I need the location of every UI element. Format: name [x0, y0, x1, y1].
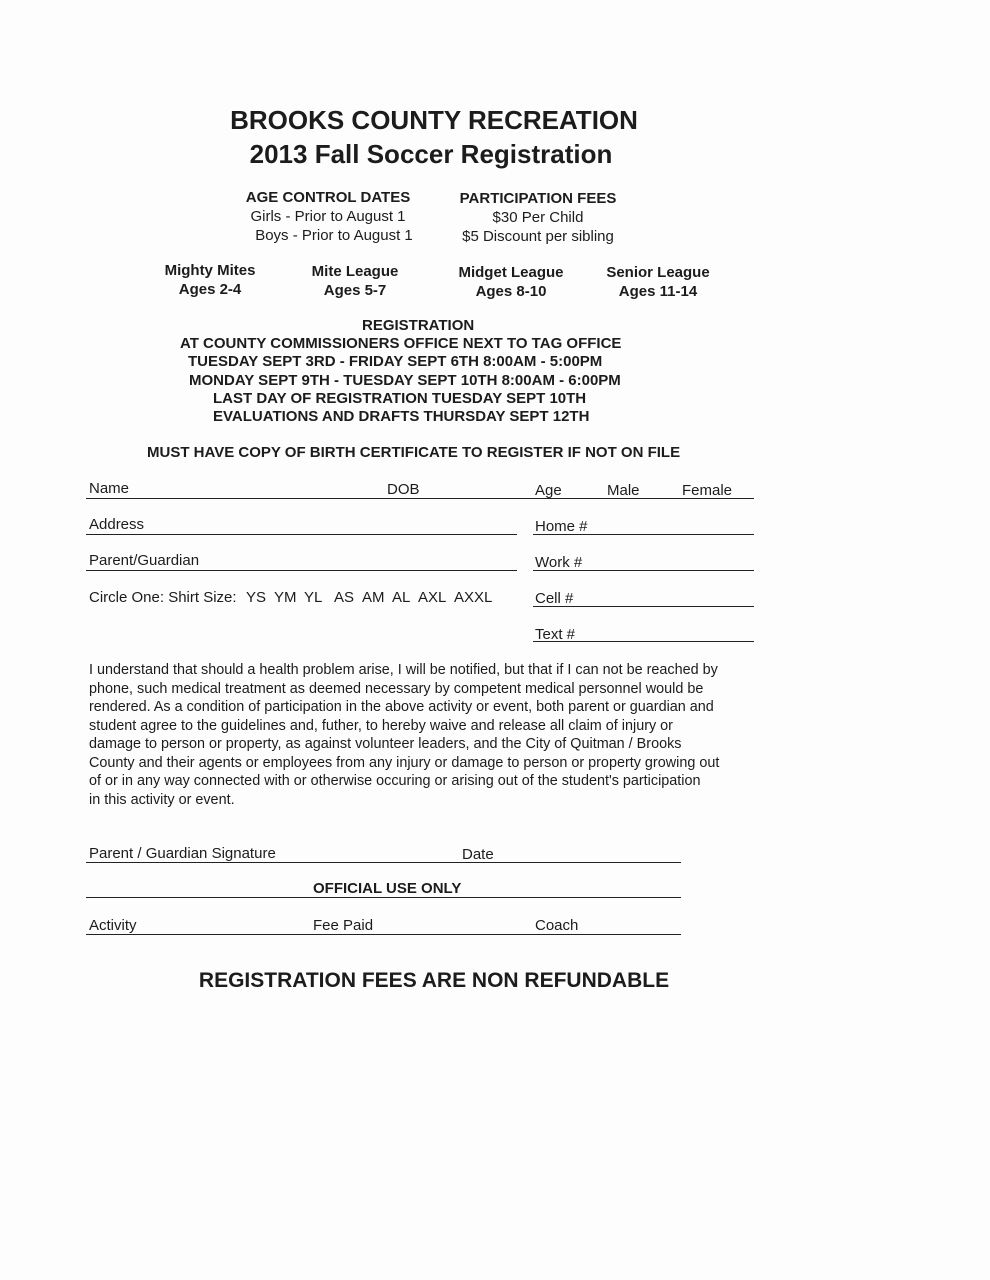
home-phone-field[interactable] [533, 534, 754, 535]
registration-heading: REGISTRATION [362, 317, 475, 334]
fee-paid-label: Fee Paid [313, 917, 374, 934]
shirt-size-axl[interactable]: AXL [418, 589, 447, 606]
official-use-rule [86, 897, 681, 898]
league-ages: Ages 8-10 [475, 283, 547, 300]
fees-per-child: $30 Per Child [492, 209, 584, 226]
fees-heading: PARTICIPATION FEES [459, 190, 617, 207]
league-name: Mighty Mites [164, 262, 256, 279]
registration-evaluations: EVALUATIONS AND DRAFTS THURSDAY SEPT 12TH [213, 408, 590, 425]
league-name: Midget League [458, 264, 564, 281]
shirt-size-ym[interactable]: YM [274, 589, 297, 606]
work-phone-field[interactable] [533, 570, 754, 571]
league-mite-league [295, 262, 415, 300]
waiver-line: County and their agents or employees from any injury or damage to person or property growing out [89, 754, 720, 771]
page-subtitle: 2013 Fall Soccer Registration [249, 139, 613, 169]
participation-fees-section [438, 189, 638, 246]
official-use-field[interactable] [86, 934, 681, 935]
age-control-girls: Girls - Prior to August 1 [250, 208, 406, 225]
registration-dates-week2: MONDAY SEPT 9TH - TUESDAY SEPT 10TH 8:00AM - 6:00PM [189, 372, 621, 389]
age-control-heading: AGE CONTROL DATES [245, 189, 411, 206]
registration-location: AT COUNTY COMMISSIONERS OFFICE NEXT TO TAG OFFICE [180, 335, 622, 352]
shirt-size-as[interactable]: AS [334, 589, 355, 606]
waiver-line: damage to person or property, as against volunteer leaders, and the City of Quitman / Brooks [89, 736, 682, 752]
league-senior-league [593, 263, 723, 301]
dob-label: DOB [387, 481, 420, 498]
fees-discount: $5 Discount per sibling [462, 228, 614, 245]
female-option[interactable]: Female [682, 482, 733, 499]
home-phone-label: Home # [535, 518, 588, 535]
shirt-size-yl[interactable]: YL [304, 589, 323, 606]
activity-label: Activity [89, 917, 137, 934]
shirt-size-ys[interactable]: YS [246, 589, 267, 606]
signature-label: Parent / Guardian Signature [89, 845, 276, 862]
waiver-line: of or in any way connected with or otherwise occuring or arising out of the student's participation [89, 773, 701, 789]
name-dob-age-field[interactable] [86, 498, 754, 499]
league-name: Senior League [606, 264, 710, 281]
age-control-section [228, 188, 428, 245]
league-ages: Ages 11-14 [618, 283, 698, 300]
official-use-heading: OFFICIAL USE ONLY [313, 880, 462, 897]
registration-dates-week1: TUESDAY SEPT 3RD - FRIDAY SEPT 6TH 8:00AM - 5:00PM [188, 353, 603, 370]
cell-phone-field[interactable] [533, 606, 754, 607]
league-midget-league [446, 263, 576, 301]
waiver-line: in this activity or event. [89, 791, 235, 808]
waiver-line: phone, such medical treatment as deemed necessary by competent medical personnel would be [89, 680, 704, 697]
parent-guardian-label: Parent/Guardian [89, 552, 200, 569]
address-field[interactable] [86, 534, 517, 535]
waiver-paragraph [89, 661, 749, 809]
work-phone-label: Work # [535, 554, 583, 571]
page-title: BROOKS COUNTY RECREATION [230, 105, 638, 135]
birth-certificate-notice: MUST HAVE COPY OF BIRTH CERTIFICATE TO REGISTER IF NOT ON FILE [147, 444, 681, 461]
address-label: Address [89, 516, 145, 533]
text-phone-label: Text # [535, 626, 576, 643]
male-option[interactable]: Male [607, 482, 640, 499]
name-label: Name [89, 480, 130, 497]
coach-label: Coach [535, 917, 579, 934]
signature-field[interactable] [86, 862, 681, 863]
age-control-boys: Boys - Prior to August 1 [255, 227, 413, 244]
text-phone-field[interactable] [533, 641, 754, 642]
shirt-size-al[interactable]: AL [392, 589, 411, 606]
non-refundable-notice: REGISTRATION FEES ARE NON REFUNDABLE [198, 969, 670, 992]
signature-date-label: Date [462, 846, 494, 863]
league-name: Mite League [311, 263, 399, 280]
waiver-line: rendered. As a condition of participation in the above activity or event, both parent or guardian and [89, 699, 714, 715]
parent-guardian-field[interactable] [86, 570, 517, 571]
league-ages: Ages 5-7 [323, 282, 387, 299]
league-mighty-mites [150, 261, 270, 299]
shirt-size-label: Circle One: Shirt Size: [89, 589, 237, 606]
shirt-size-axxl[interactable]: AXXL [454, 589, 493, 606]
shirt-size-am[interactable]: AM [362, 589, 385, 606]
waiver-line: student agree to the guidelines and, futher, to hereby waive and release all claim of injury or [89, 717, 673, 734]
age-label: Age [535, 482, 562, 499]
waiver-line: I understand that should a health problem arise, I will be notified, but that if I can not be reached by [89, 662, 718, 678]
registration-last-day: LAST DAY OF REGISTRATION TUESDAY SEPT 10TH [213, 390, 587, 407]
cell-phone-label: Cell # [535, 590, 574, 607]
league-ages: Ages 2-4 [178, 281, 242, 298]
